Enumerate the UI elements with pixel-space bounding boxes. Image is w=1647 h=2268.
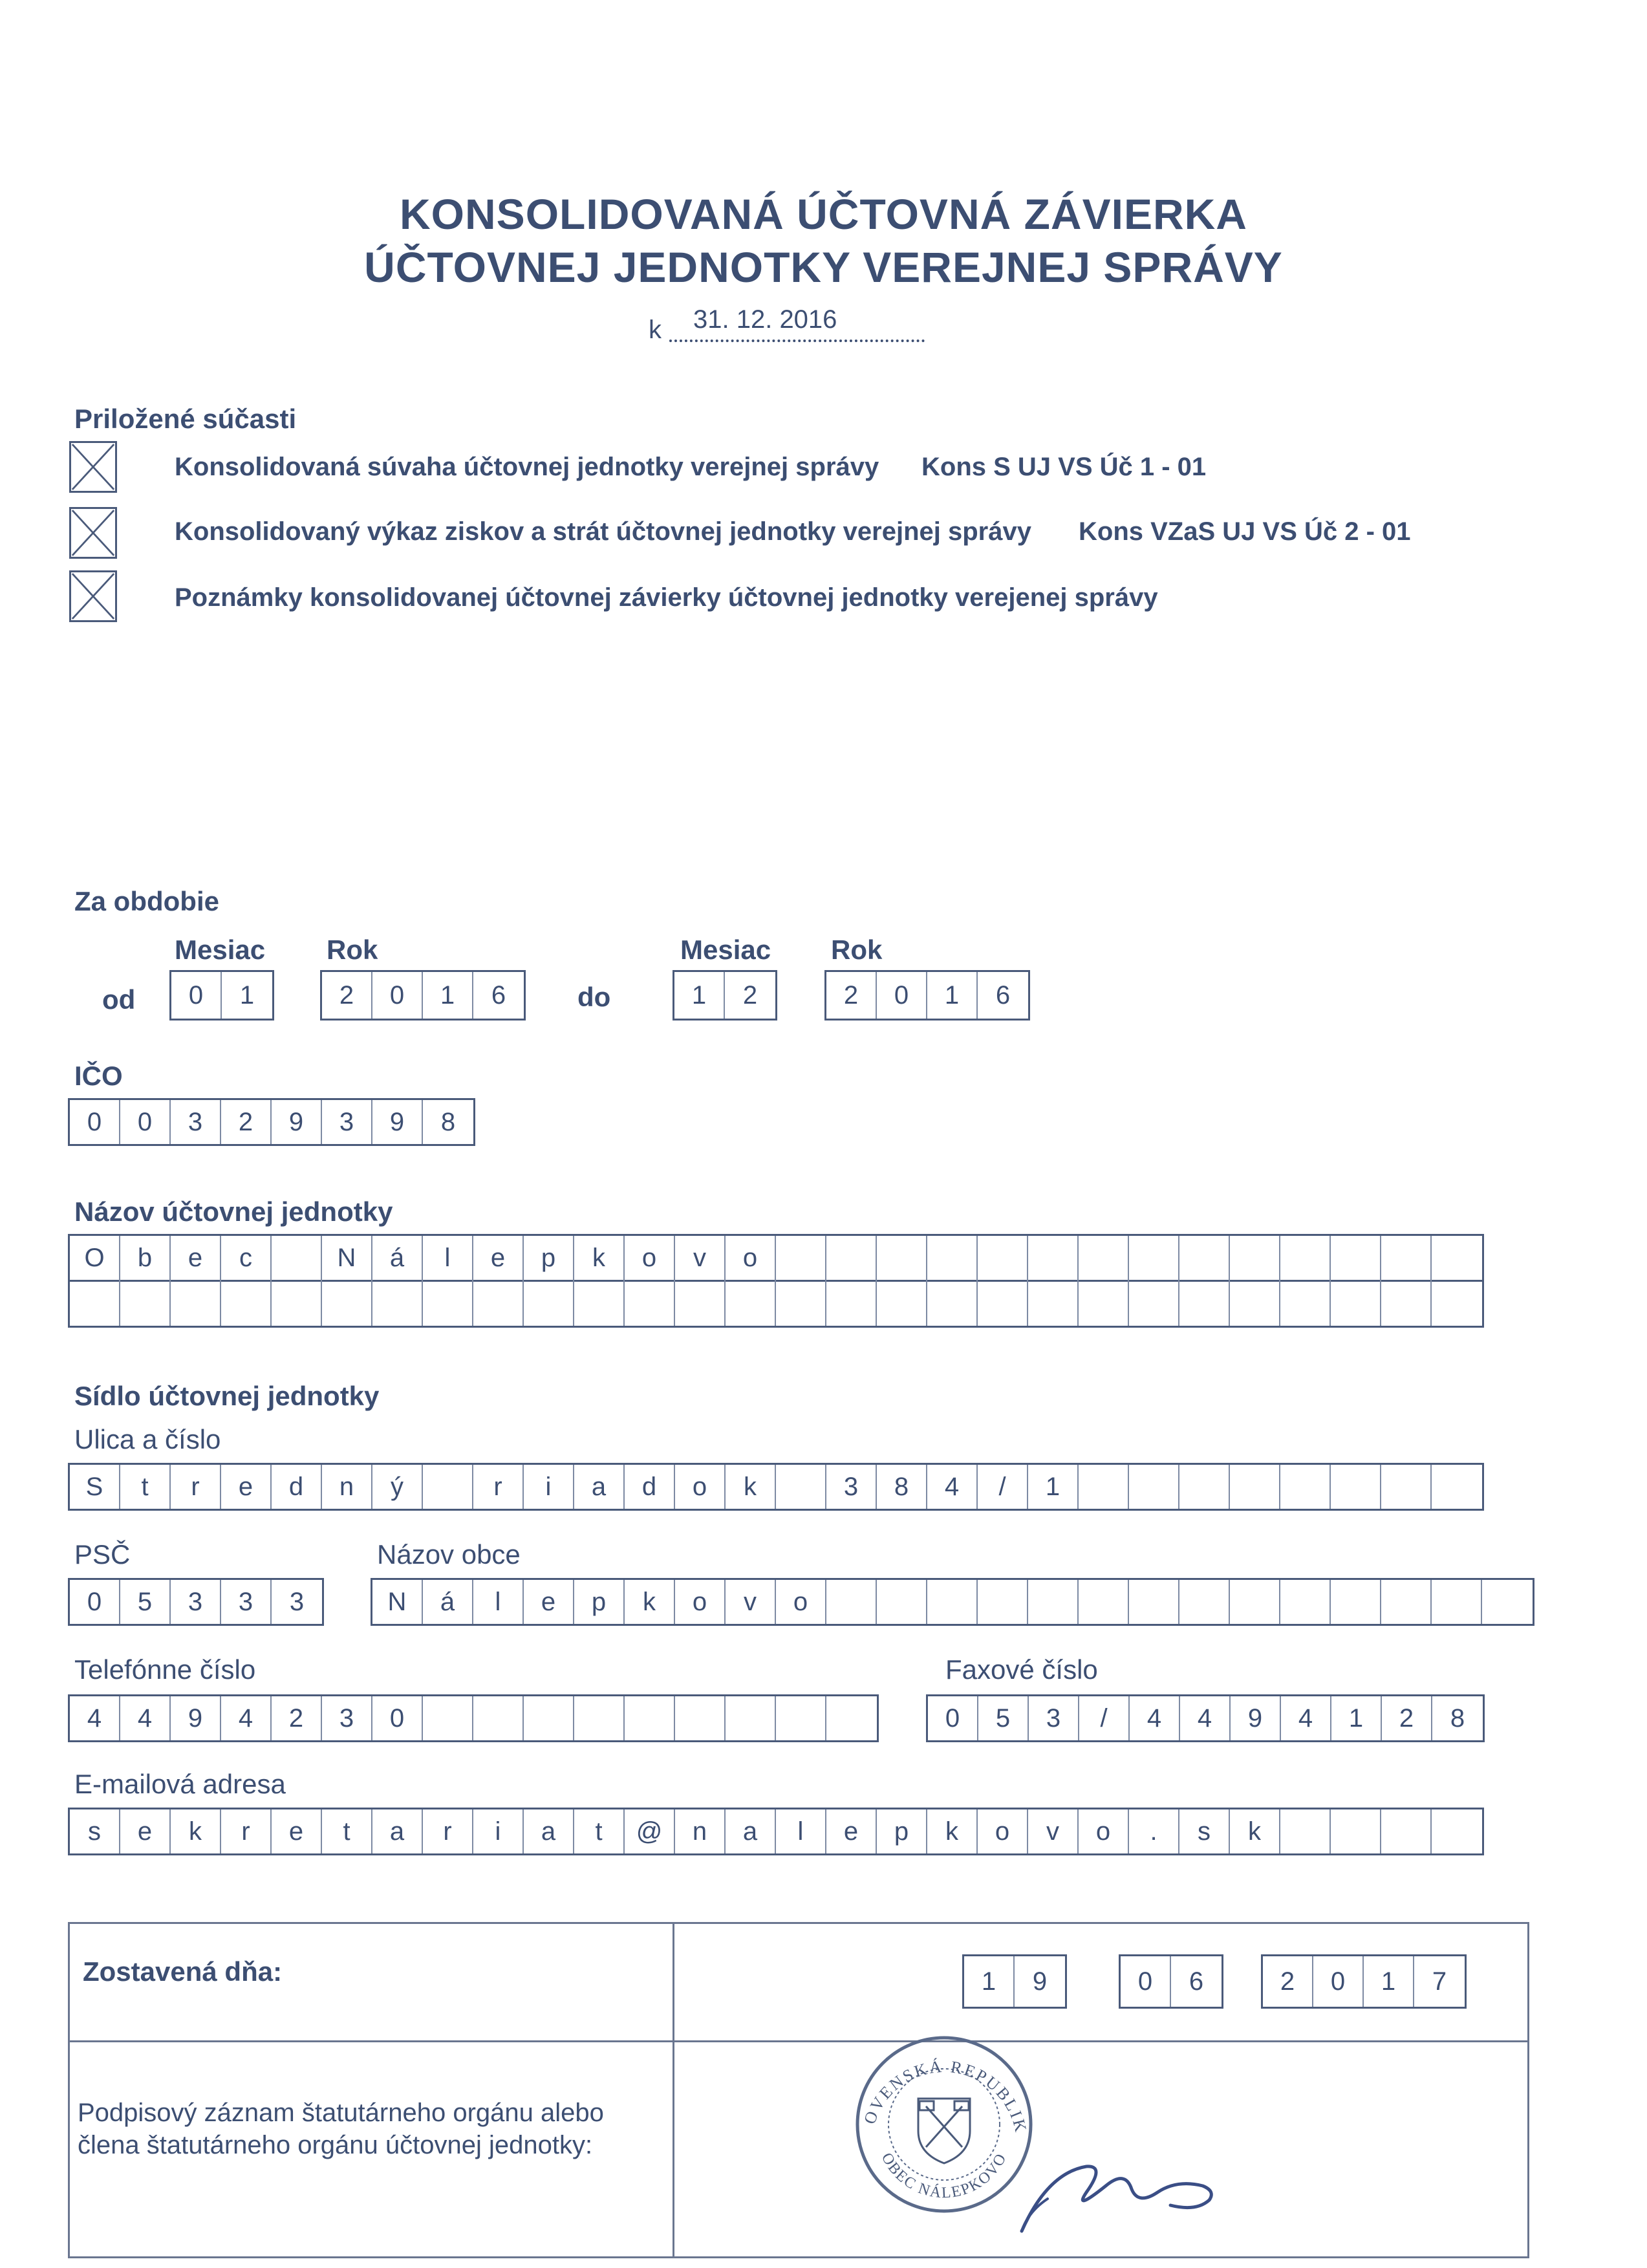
char-cell: t <box>120 1465 171 1509</box>
char-cell <box>473 1696 524 1740</box>
char-cell <box>574 1280 625 1326</box>
char-cell: S <box>70 1465 120 1509</box>
char-cell: o <box>675 1580 726 1624</box>
char-cell <box>1079 1280 1129 1326</box>
seal-top-text: OVENSKÁ REPUBLIK <box>860 2057 1031 2136</box>
char-cell: 0 <box>70 1580 120 1624</box>
title-line-2: ÚČTOVNEJ JEDNOTKY VEREJNEJ SPRÁVY <box>364 243 1283 291</box>
char-cell <box>1129 1236 1179 1280</box>
char-cell <box>927 1236 978 1280</box>
char-cell <box>272 1280 322 1326</box>
to-month-field[interactable] <box>673 970 777 1021</box>
char-cell <box>1331 1236 1381 1280</box>
checkmark-x-icon <box>71 509 115 557</box>
char-cell: r <box>423 1809 473 1853</box>
char-cell <box>171 1280 221 1326</box>
char-cell: e <box>120 1809 171 1853</box>
char-cell: 8 <box>877 1465 927 1509</box>
char-cell: k <box>625 1580 675 1624</box>
compiled-date-label: Zostavená dňa: <box>83 1956 283 1987</box>
char-cell: a <box>574 1465 625 1509</box>
char-cell: d <box>272 1465 322 1509</box>
char-cell <box>826 1696 877 1740</box>
fax-label: Faxové číslo <box>945 1654 1098 1685</box>
char-cell: l <box>776 1809 826 1853</box>
to-month-label: Mesiac <box>680 934 771 965</box>
char-cell <box>877 1236 927 1280</box>
char-cell: s <box>70 1809 120 1853</box>
char-cell: e <box>524 1580 574 1624</box>
char-cell <box>1179 1236 1230 1280</box>
char-cell <box>1432 1236 1482 1280</box>
char-cell: r <box>473 1465 524 1509</box>
char-cell: t <box>322 1809 372 1853</box>
char-cell: 5 <box>978 1696 1029 1740</box>
char-cell: / <box>978 1465 1028 1509</box>
char-cell <box>1331 1809 1381 1853</box>
from-year-field[interactable] <box>320 970 526 1021</box>
char-cell: / <box>1079 1696 1130 1740</box>
char-cell: 1 <box>423 972 473 1019</box>
char-cell <box>978 1236 1028 1280</box>
char-cell: 0 <box>372 972 423 1019</box>
char-cell: 3 <box>289 1587 305 1616</box>
char-cell <box>1129 1465 1179 1509</box>
char-cell <box>1230 1280 1280 1326</box>
char-cell <box>1028 1280 1079 1326</box>
char-cell: 2 <box>322 972 372 1019</box>
char-cell: o <box>726 1236 776 1280</box>
char-cell: p <box>574 1580 625 1624</box>
char-cell: e <box>171 1236 221 1280</box>
char-cell: 1 <box>1028 1465 1079 1509</box>
char-cell <box>776 1465 826 1509</box>
char-cell: p <box>877 1809 927 1853</box>
char-cell: n <box>675 1809 726 1853</box>
char-cell <box>423 1465 473 1509</box>
char-cell: 9 <box>1231 1696 1281 1740</box>
title-line-1: KONSOLIDOVANÁ ÚČTOVNÁ ZÁVIERKA <box>400 190 1247 238</box>
char-cell <box>826 1236 877 1280</box>
char-cell <box>1381 1465 1432 1509</box>
char-cell: 6 <box>1189 1967 1204 1996</box>
unit-name-field-row-1[interactable] <box>68 1234 1484 1282</box>
attachments-heading: Priložené súčasti <box>74 404 297 434</box>
attachment-text-2: Konsolidovaný výkaz ziskov a strát účtovnej jednotky verejnej správy <box>175 517 1031 546</box>
char-cell <box>1381 1280 1432 1326</box>
char-cell <box>1129 1280 1179 1326</box>
char-cell <box>1482 1580 1533 1624</box>
char-cell: 2 <box>742 980 758 1010</box>
seat-heading: Sídlo účtovnej jednotky <box>74 1381 380 1411</box>
char-cell: r <box>171 1465 221 1509</box>
char-cell <box>1280 1236 1331 1280</box>
char-cell <box>625 1280 675 1326</box>
char-cell: b <box>120 1236 171 1280</box>
footer-column-divider <box>673 1922 674 2258</box>
char-cell <box>1230 1580 1280 1624</box>
char-cell: l <box>473 1580 524 1624</box>
char-cell: 0 <box>1121 1956 1171 2007</box>
char-cell: 3 <box>171 1100 221 1144</box>
char-cell <box>1230 1465 1280 1509</box>
char-cell <box>423 1696 473 1740</box>
char-cell: O <box>70 1236 120 1280</box>
from-month-label: Mesiac <box>175 934 266 965</box>
attachment-code-1: Kons S UJ VS Úč 1 - 01 <box>921 453 1207 481</box>
psc-field[interactable] <box>68 1578 324 1626</box>
char-cell <box>1432 1580 1482 1624</box>
char-cell <box>978 1280 1028 1326</box>
char-cell: s <box>1179 1809 1230 1853</box>
char-cell <box>1331 1465 1381 1509</box>
char-cell <box>927 1280 978 1326</box>
char-cell <box>1079 1580 1129 1624</box>
char-cell <box>1079 1465 1129 1509</box>
char-cell: n <box>322 1465 372 1509</box>
attachment-code-2: Kons VZaS UJ VS Úč 2 - 01 <box>1079 517 1411 546</box>
char-cell <box>726 1696 776 1740</box>
char-cell: 0 <box>70 1100 120 1144</box>
char-cell <box>1381 1809 1432 1853</box>
char-cell: 9 <box>1032 1967 1048 1996</box>
svg-text:SLOVENSKÁ REPUBLIKA <box>854 2034 1031 2135</box>
char-cell: v <box>675 1236 726 1280</box>
unit-name-field-row-2[interactable] <box>68 1280 1484 1328</box>
char-cell: 2 <box>272 1696 322 1740</box>
char-cell: 0 <box>120 1100 171 1144</box>
char-cell: 1 <box>927 972 978 1019</box>
street-label: Ulica a číslo <box>74 1424 221 1454</box>
char-cell <box>1280 1465 1331 1509</box>
char-cell <box>473 1280 524 1326</box>
char-cell: i <box>473 1809 524 1853</box>
closing-date: 31. 12. 2016 <box>693 305 837 334</box>
char-cell <box>776 1236 826 1280</box>
char-cell: 1 <box>239 980 255 1010</box>
char-cell <box>1331 1580 1381 1624</box>
char-cell <box>1331 1280 1381 1326</box>
char-cell: 3 <box>322 1696 372 1740</box>
char-cell: c <box>221 1236 272 1280</box>
char-cell <box>1028 1236 1079 1280</box>
char-cell <box>826 1280 877 1326</box>
char-cell: 6 <box>491 980 506 1010</box>
psc-label: PSČ <box>74 1539 131 1570</box>
ico-field[interactable] <box>68 1098 475 1146</box>
char-cell: 0 <box>877 972 927 1019</box>
phone-field[interactable] <box>68 1694 879 1742</box>
char-cell: 8 <box>1450 1703 1465 1733</box>
char-cell: 6 <box>995 980 1011 1010</box>
char-cell <box>1381 1580 1432 1624</box>
compiled-year-field[interactable] <box>1261 1954 1467 2009</box>
char-cell <box>1230 1236 1280 1280</box>
k-prefix: k <box>649 316 662 344</box>
footer-divider <box>68 2040 1529 2042</box>
email-field[interactable] <box>68 1808 1484 1855</box>
char-cell: o <box>776 1580 826 1624</box>
from-month-field[interactable] <box>169 970 274 1021</box>
char-cell: a <box>372 1809 423 1853</box>
char-cell: 2 <box>221 1100 272 1144</box>
seal-bottom-text: OBEC NÁLEPKOVO <box>877 2150 1011 2202</box>
char-cell: 9 <box>171 1696 221 1740</box>
char-cell: 0 <box>171 972 222 1019</box>
char-cell: 3 <box>221 1580 272 1624</box>
street-field[interactable] <box>68 1463 1484 1511</box>
ico-label: IČO <box>74 1061 123 1091</box>
from-year-label: Rok <box>327 934 378 965</box>
char-cell <box>1280 1809 1331 1853</box>
char-cell: 4 <box>1281 1696 1331 1740</box>
char-cell: 3 <box>826 1465 877 1509</box>
char-cell: 1 <box>1364 1956 1414 2007</box>
char-cell <box>978 1580 1028 1624</box>
char-cell <box>272 1236 322 1280</box>
char-cell <box>372 1280 423 1326</box>
char-cell: 3 <box>322 1100 372 1144</box>
to-year-label: Rok <box>831 934 883 965</box>
char-cell <box>221 1280 272 1326</box>
char-cell: . <box>1129 1809 1179 1853</box>
to-year-field[interactable] <box>824 970 1030 1021</box>
official-seal <box>854 2034 1035 2215</box>
char-cell <box>927 1580 978 1624</box>
char-cell: o <box>625 1236 675 1280</box>
char-cell <box>322 1280 372 1326</box>
char-cell: 4 <box>1180 1696 1231 1740</box>
char-cell: l <box>423 1236 473 1280</box>
char-cell <box>1179 1465 1230 1509</box>
char-cell: v <box>726 1580 776 1624</box>
char-cell: k <box>1230 1809 1280 1853</box>
char-cell: o <box>1079 1809 1129 1853</box>
signature-label-line-2: člena štatutárneho orgánu účtovnej jednotky: <box>78 2131 593 2159</box>
coat-of-arms-icon <box>918 2099 970 2163</box>
char-cell <box>1079 1236 1129 1280</box>
char-cell <box>1179 1280 1230 1326</box>
char-cell: k <box>574 1236 625 1280</box>
char-cell: k <box>927 1809 978 1853</box>
char-cell <box>1028 1580 1079 1624</box>
char-cell: 1 <box>674 972 725 1019</box>
period-heading: Za obdobie <box>74 886 219 916</box>
char-cell: 4 <box>70 1696 120 1740</box>
attachment-text-3: Poznámky konsolidovanej účtovnej závierky účtovnej jednotky verejenej správy <box>175 583 1158 612</box>
char-cell: a <box>726 1809 776 1853</box>
char-cell <box>423 1280 473 1326</box>
attachment-checkbox-3[interactable] <box>69 570 117 622</box>
handwritten-signature <box>1009 2115 1242 2244</box>
char-cell <box>1179 1580 1230 1624</box>
char-cell: v <box>1028 1809 1079 1853</box>
checkmark-x-icon <box>71 443 115 491</box>
attachment-checkbox-1[interactable] <box>69 441 117 493</box>
char-cell: i <box>524 1465 574 1509</box>
char-cell: ý <box>372 1465 423 1509</box>
char-cell: p <box>524 1236 574 1280</box>
char-cell <box>574 1696 625 1740</box>
char-cell <box>826 1580 877 1624</box>
char-cell: á <box>423 1580 473 1624</box>
char-cell: o <box>978 1809 1028 1853</box>
phone-label: Telefónne číslo <box>74 1654 256 1685</box>
char-cell: 1 <box>964 1956 1015 2007</box>
char-cell: á <box>372 1236 423 1280</box>
char-cell: 4 <box>221 1696 272 1740</box>
char-cell: N <box>372 1580 423 1624</box>
date-underline <box>669 340 925 342</box>
char-cell: t <box>574 1809 625 1853</box>
city-field[interactable] <box>371 1578 1534 1626</box>
char-cell: e <box>826 1809 877 1853</box>
compiled-day-field[interactable] <box>962 1954 1067 2009</box>
char-cell: k <box>171 1809 221 1853</box>
char-cell: e <box>221 1465 272 1509</box>
attachment-checkbox-2[interactable] <box>69 507 117 559</box>
od-label: od <box>102 984 136 1015</box>
char-cell <box>1280 1280 1331 1326</box>
char-cell <box>1432 1465 1482 1509</box>
char-cell <box>1129 1580 1179 1624</box>
char-cell: 4 <box>927 1465 978 1509</box>
char-cell <box>776 1696 826 1740</box>
char-cell <box>120 1280 171 1326</box>
char-cell <box>70 1280 120 1326</box>
char-cell <box>675 1280 726 1326</box>
compiled-month-field[interactable] <box>1119 1954 1223 2009</box>
char-cell <box>877 1580 927 1624</box>
char-cell: 2 <box>1382 1696 1432 1740</box>
char-cell <box>524 1280 574 1326</box>
char-cell <box>675 1696 726 1740</box>
char-cell <box>726 1280 776 1326</box>
char-cell: 4 <box>120 1696 171 1740</box>
char-cell <box>524 1696 574 1740</box>
char-cell: 2 <box>1263 1956 1313 2007</box>
char-cell: 0 <box>928 1696 978 1740</box>
char-cell: 9 <box>372 1100 423 1144</box>
char-cell <box>877 1280 927 1326</box>
checkmark-x-icon <box>71 572 115 620</box>
char-cell: 1 <box>1331 1696 1382 1740</box>
char-cell <box>1432 1809 1482 1853</box>
char-cell: 3 <box>171 1580 221 1624</box>
char-cell: @ <box>625 1809 675 1853</box>
unit-name-label: Názov účtovnej jednotky <box>74 1196 393 1227</box>
char-cell: e <box>272 1809 322 1853</box>
char-cell: 5 <box>120 1580 171 1624</box>
char-cell: o <box>675 1465 726 1509</box>
svg-text:OBEC NÁLEPKOVO <box>878 2150 1010 2201</box>
char-cell: a <box>524 1809 574 1853</box>
char-cell: 3 <box>1029 1696 1079 1740</box>
char-cell <box>776 1280 826 1326</box>
char-cell: e <box>473 1236 524 1280</box>
char-cell: N <box>322 1236 372 1280</box>
char-cell: k <box>726 1465 776 1509</box>
char-cell <box>625 1696 675 1740</box>
char-cell: 0 <box>1313 1956 1364 2007</box>
char-cell: 2 <box>826 972 877 1019</box>
char-cell: 8 <box>440 1107 456 1136</box>
char-cell: d <box>625 1465 675 1509</box>
char-cell: 7 <box>1432 1967 1447 1996</box>
email-label: E-mailová adresa <box>74 1769 286 1799</box>
signature-label-line-1: Podpisový záznam štatutárneho orgánu alebo <box>78 2099 604 2127</box>
do-label: do <box>577 982 611 1012</box>
fax-field[interactable] <box>926 1694 1485 1742</box>
char-cell <box>1432 1280 1482 1326</box>
char-cell: 9 <box>272 1100 322 1144</box>
char-cell <box>1381 1236 1432 1280</box>
char-cell: 0 <box>372 1696 423 1740</box>
char-cell <box>1280 1580 1331 1624</box>
char-cell: r <box>221 1809 272 1853</box>
char-cell: 4 <box>1130 1696 1180 1740</box>
city-label: Názov obce <box>377 1539 521 1570</box>
attachment-text-1: Konsolidovaná súvaha účtovnej jednotky verejnej správy <box>175 453 879 481</box>
